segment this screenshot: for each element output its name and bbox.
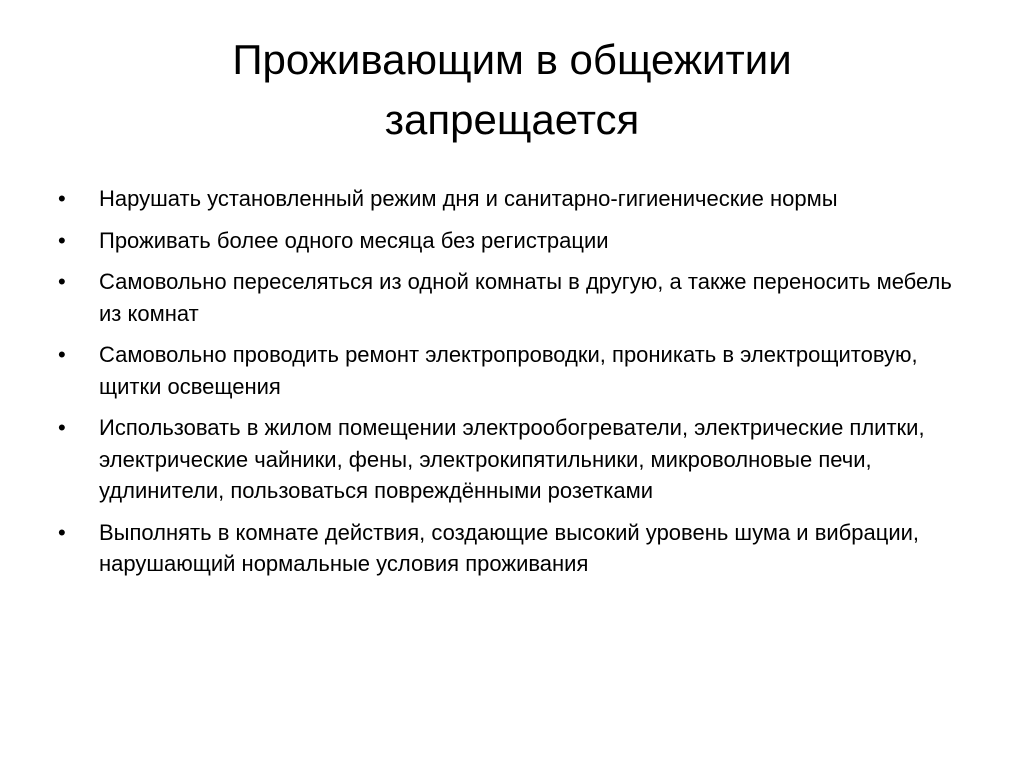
bullet-dot-icon: • xyxy=(58,269,66,294)
bullet-dot-icon: • xyxy=(58,227,66,253)
bullet-text: Самовольно проводить ремонт электропроводки, проникать в электрощитовую, щитки освещения xyxy=(99,342,918,399)
slide-title-line-1: Проживающим в общежитии xyxy=(232,36,792,83)
bullet-text: Проживать более одного месяца без регистрации xyxy=(99,227,609,253)
slide-title xyxy=(80,30,944,150)
bullet-dot-icon: • xyxy=(58,519,66,545)
bullet-item xyxy=(52,225,952,257)
bullet-text: Выполнять в комнате действия, создающие высокий уровень шума и вибрации, нарушающий нормальные условия проживания xyxy=(99,519,920,576)
bullet-item xyxy=(52,183,952,215)
bullet-text: Самовольно переселяться из одной комнаты в другую, а также переносить мебель из комнат xyxy=(99,269,952,326)
bullet-dot-icon: • xyxy=(58,342,66,367)
bullet-text: Использовать в жилом помещении электрообогреватели, электрические плитки, электрические чайники, фены, электрокипятильники, микроволновые печи, удлинители, пользоваться повреждёнными розетками xyxy=(99,415,925,503)
bullet-dot-icon: • xyxy=(58,415,66,440)
bullet-item xyxy=(52,517,952,580)
bullet-dot-icon: • xyxy=(58,186,66,211)
bullet-list xyxy=(52,183,952,590)
bullet-text: Нарушать установленный режим дня и санитарно-гигиенические нормы xyxy=(99,186,838,211)
slide-title-line-2: запрещается xyxy=(384,96,640,143)
bullet-item xyxy=(52,412,952,507)
bullet-item xyxy=(52,266,952,329)
bullet-item xyxy=(52,339,952,402)
